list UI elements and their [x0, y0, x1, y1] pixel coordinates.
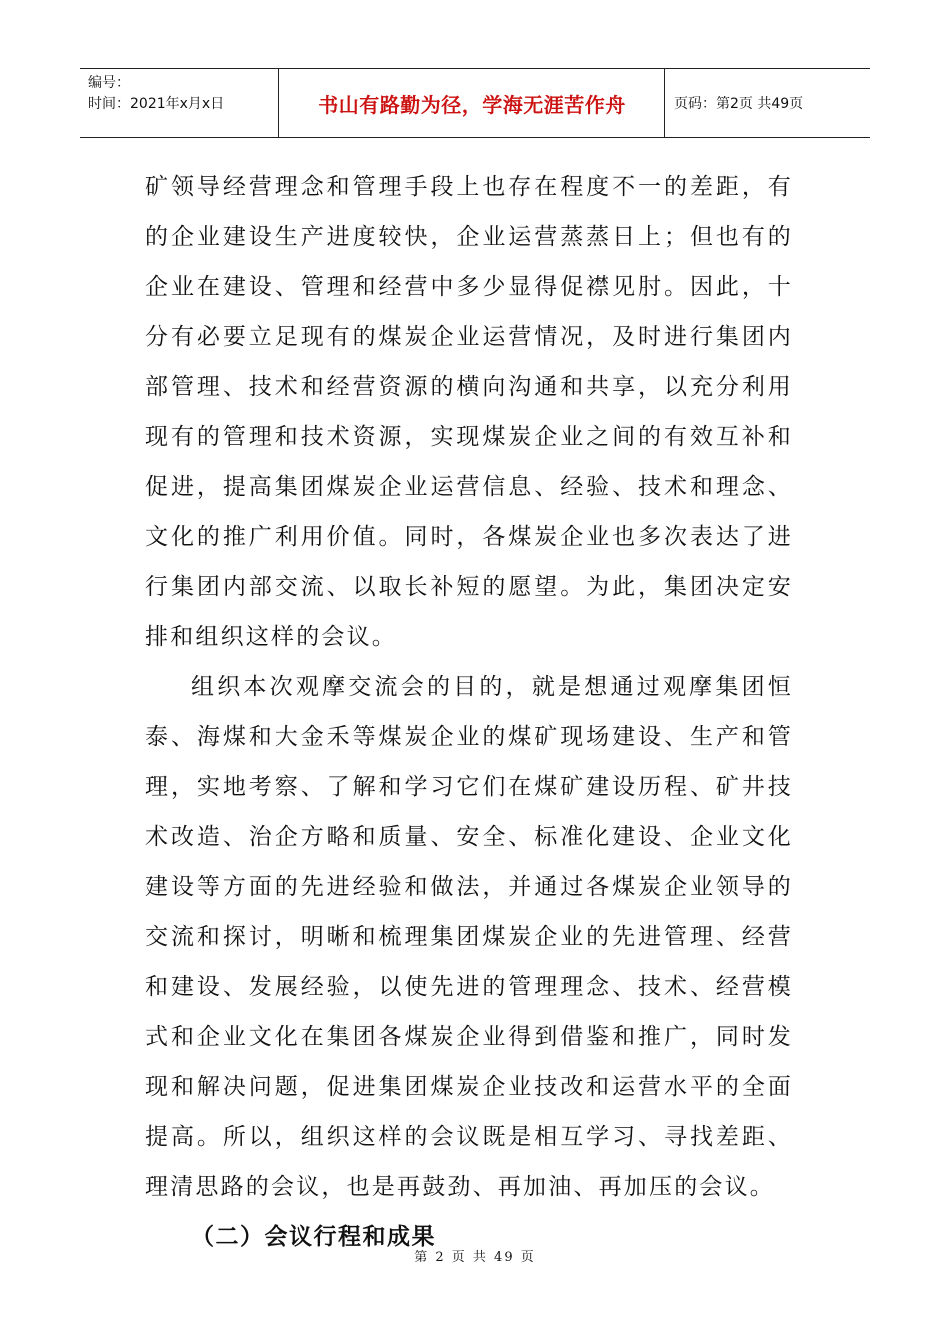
document-time-label: 时间：2021年x月x日 — [88, 96, 225, 112]
document-number-label: 编号： — [88, 75, 130, 91]
header-divider-left — [278, 69, 279, 137]
document-header — [80, 68, 870, 138]
header-page-code: 页码：第2页 共49页 — [674, 96, 804, 112]
paragraph-2: 组织本次观摩交流会的目的，就是想通过观摩集团恒泰、海煤和大金禾等煤炭企业的煤矿现场建设、生产和管理，实地考察、了解和学习它们在煤矿建设历程、矿井技术改造、治企方略和质量、安全、标准化建设、企业文化建设等方面的先进经验和做法，并通过各煤炭企业领导的交流和探讨，明晰和梳理集团煤炭企业的先进管理、经营和建设、发展经验，以使先进的管理理念、技术、经营模式和企业文化在集团各煤炭企业得到借鉴和推广，同时发现和解决问题，促进集团煤炭企业技改和运营水平的全面提高。所以，组织这样的会议既是相互学习、寻找差距、理清思路的会议，也是再鼓劲、再加油、再加压的会议。 — [145, 674, 793, 1200]
page-footer: 第 2 页 共 49 页 — [414, 1250, 536, 1265]
paragraph-1: 矿领导经营理念和管理手段上也存在程度不一的差距，有的企业建设生产进度较快，企业运营蒸蒸日上；但也有的企业在建设、管理和经营中多少显得促襟见肘。因此，十分有必要立足现有的煤炭企业运营情况，及时进行集团内部管理、技术和经营资源的横向沟通和共享，以充分利用现有的管理和技术资源，实现煤炭企业之间的有效互补和促进，提高集团煤炭企业运营信息、经验、技术和理念、文化的推广利用价值。同时，各煤炭企业也多次表达了进行集团内部交流、以取长补短的愿望。为此，集团决定安排和组织这样的会议。 — [145, 174, 793, 650]
header-motto: 书山有路勤为径，学海无涯苦作舟 — [318, 92, 626, 117]
section-heading: （二）会议行程和成果 — [191, 1224, 436, 1250]
header-meta — [88, 73, 278, 115]
document-body — [145, 162, 793, 1262]
header-divider-right — [664, 69, 665, 137]
